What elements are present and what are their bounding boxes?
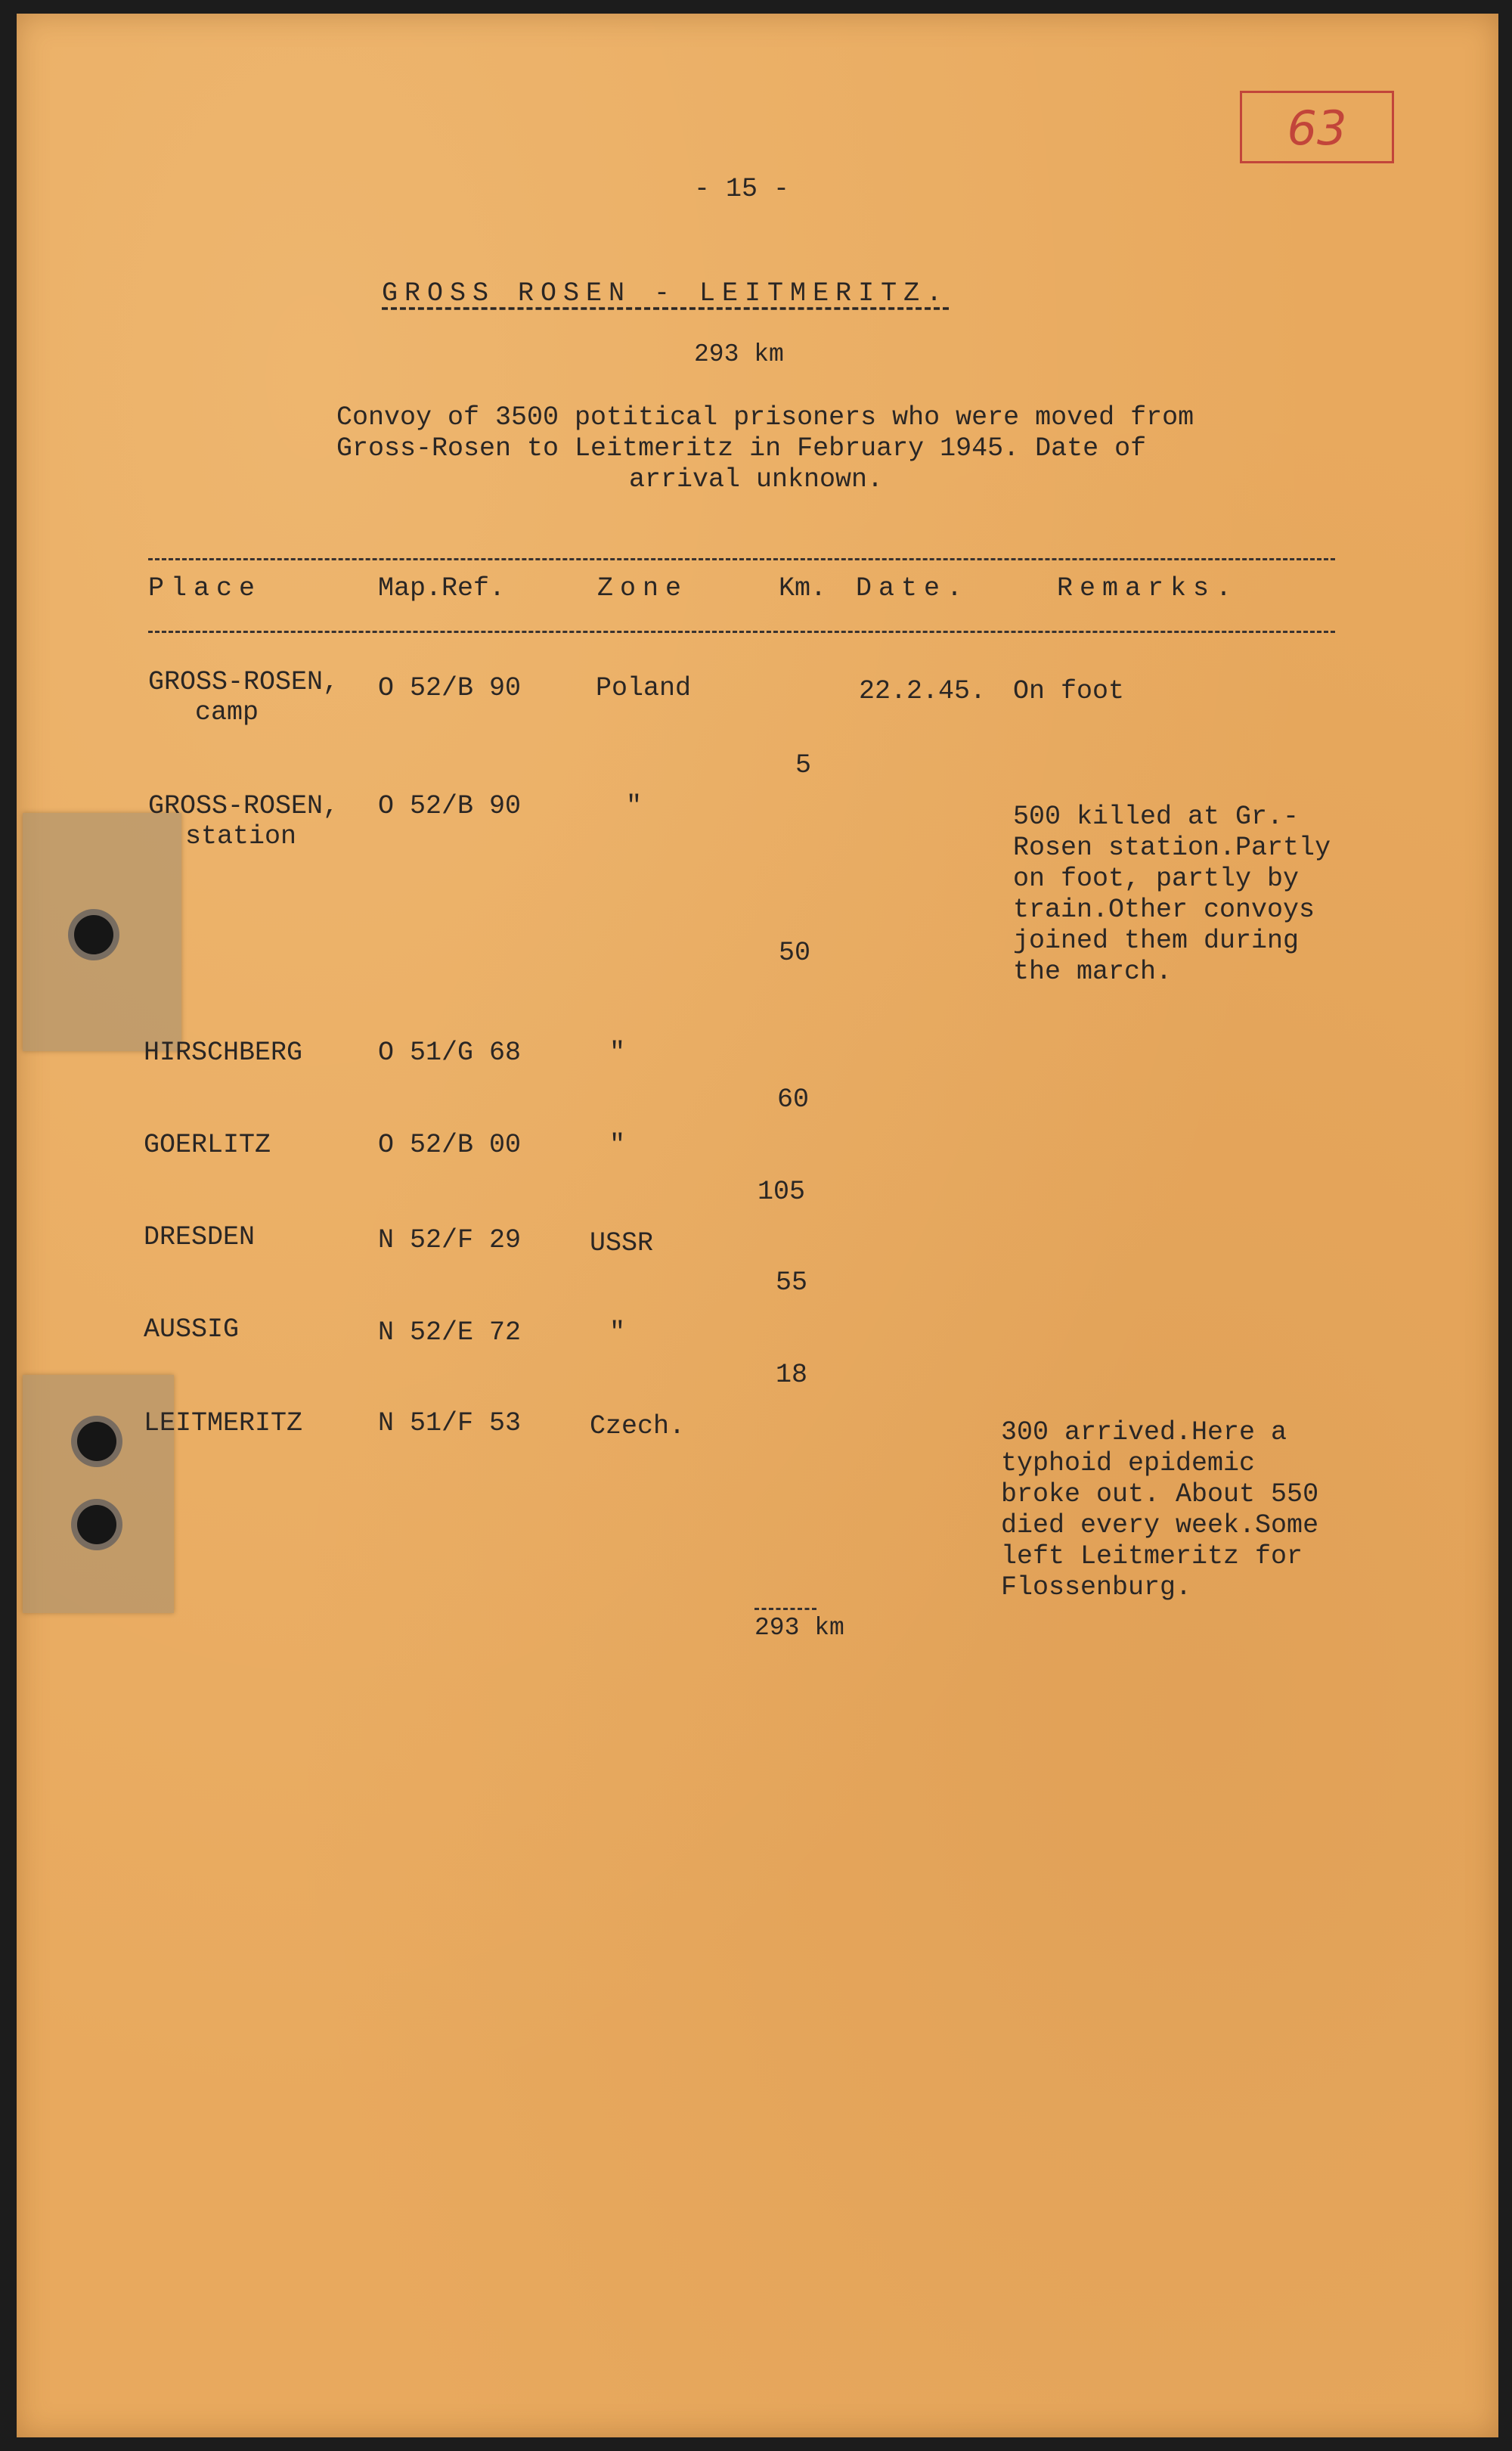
segment-km-2: 50 [779, 938, 811, 968]
route-distance: 293 km [694, 340, 784, 368]
header-place: Place [148, 573, 262, 603]
punch-hole-upper [74, 915, 113, 954]
row-5-place: DRESDEN [144, 1222, 256, 1252]
segment-km-3: 60 [777, 1084, 810, 1115]
row-3-map-ref: O 51/G 68 [378, 1038, 522, 1068]
header-zone: Zone [597, 573, 689, 603]
segment-km-4: 105 [758, 1177, 806, 1207]
segment-km-1: 5 [795, 750, 812, 780]
document-title: GROSS ROSEN - LEITMERITZ. [382, 278, 950, 309]
row-2-zone: " [626, 791, 643, 821]
row-2-map-ref: O 52/B 90 [378, 791, 522, 821]
table-header-rule [148, 631, 1335, 633]
row-7-remarks: 300 arrived.Here a typhoid epidemic broke out. About 550 died every week.Some left Leitmeritz for Flossenburg. [1001, 1417, 1319, 1602]
punch-hole-lower-a [77, 1422, 116, 1461]
row-3-place: HIRSCHBERG [144, 1038, 303, 1068]
row-6-place: AUSSIG [144, 1314, 240, 1345]
description-line-2: Gross-Rosen to Leitmeritz in February 1945. Date of [336, 433, 1147, 464]
description-line-3: arrival unknown. [629, 464, 884, 495]
row-1-map-ref: O 52/B 90 [378, 673, 522, 703]
segment-km-5: 55 [776, 1267, 808, 1298]
row-7-map-ref: N 51/F 53 [378, 1408, 522, 1438]
row-1-zone: Poland [596, 673, 692, 703]
page-number: - 15 - [694, 174, 790, 204]
header-remarks: Remarks. [1057, 573, 1239, 603]
row-1-remarks: On foot [1013, 676, 1125, 706]
row-2-place: GROSS-ROSEN, [148, 791, 339, 821]
row-3-zone: " [609, 1038, 626, 1068]
archive-stamp [1240, 91, 1394, 163]
punch-hole-lower-b [77, 1505, 116, 1544]
row-1-place-sub: camp [195, 697, 259, 728]
row-4-place: GOERLITZ [144, 1130, 271, 1160]
row-1-date: 22.2.45. [859, 676, 987, 706]
row-4-map-ref: O 52/B 00 [378, 1130, 522, 1160]
header-map-ref: Map.Ref. [378, 573, 506, 603]
row-5-zone: USSR [590, 1228, 654, 1258]
total-distance: 293 km [754, 1614, 844, 1642]
row-7-zone: Czech. [590, 1411, 686, 1441]
total-underline [754, 1608, 816, 1610]
segment-km-6: 18 [776, 1360, 808, 1390]
row-5-map-ref: N 52/F 29 [378, 1225, 522, 1255]
row-1-place: GROSS-ROSEN, [148, 667, 339, 697]
row-6-map-ref: N 52/E 72 [378, 1317, 522, 1348]
row-6-zone: " [609, 1317, 626, 1348]
header-km: Km. [779, 573, 827, 603]
archive-stamp-number: 63 [1287, 101, 1347, 156]
row-7-place: LEITMERITZ [144, 1408, 303, 1438]
table-top-rule [148, 558, 1335, 560]
row-2-place-sub: station [185, 821, 297, 852]
description-line-1: Convoy of 3500 potitical prisoners who were moved from [336, 402, 1194, 433]
row-2-remarks: 500 killed at Gr.- Rosen station.Partly on foot, partly by train.Other convoys joined them during the march. [1013, 802, 1331, 987]
row-4-zone: " [609, 1130, 626, 1160]
header-date: Date. [856, 573, 970, 603]
